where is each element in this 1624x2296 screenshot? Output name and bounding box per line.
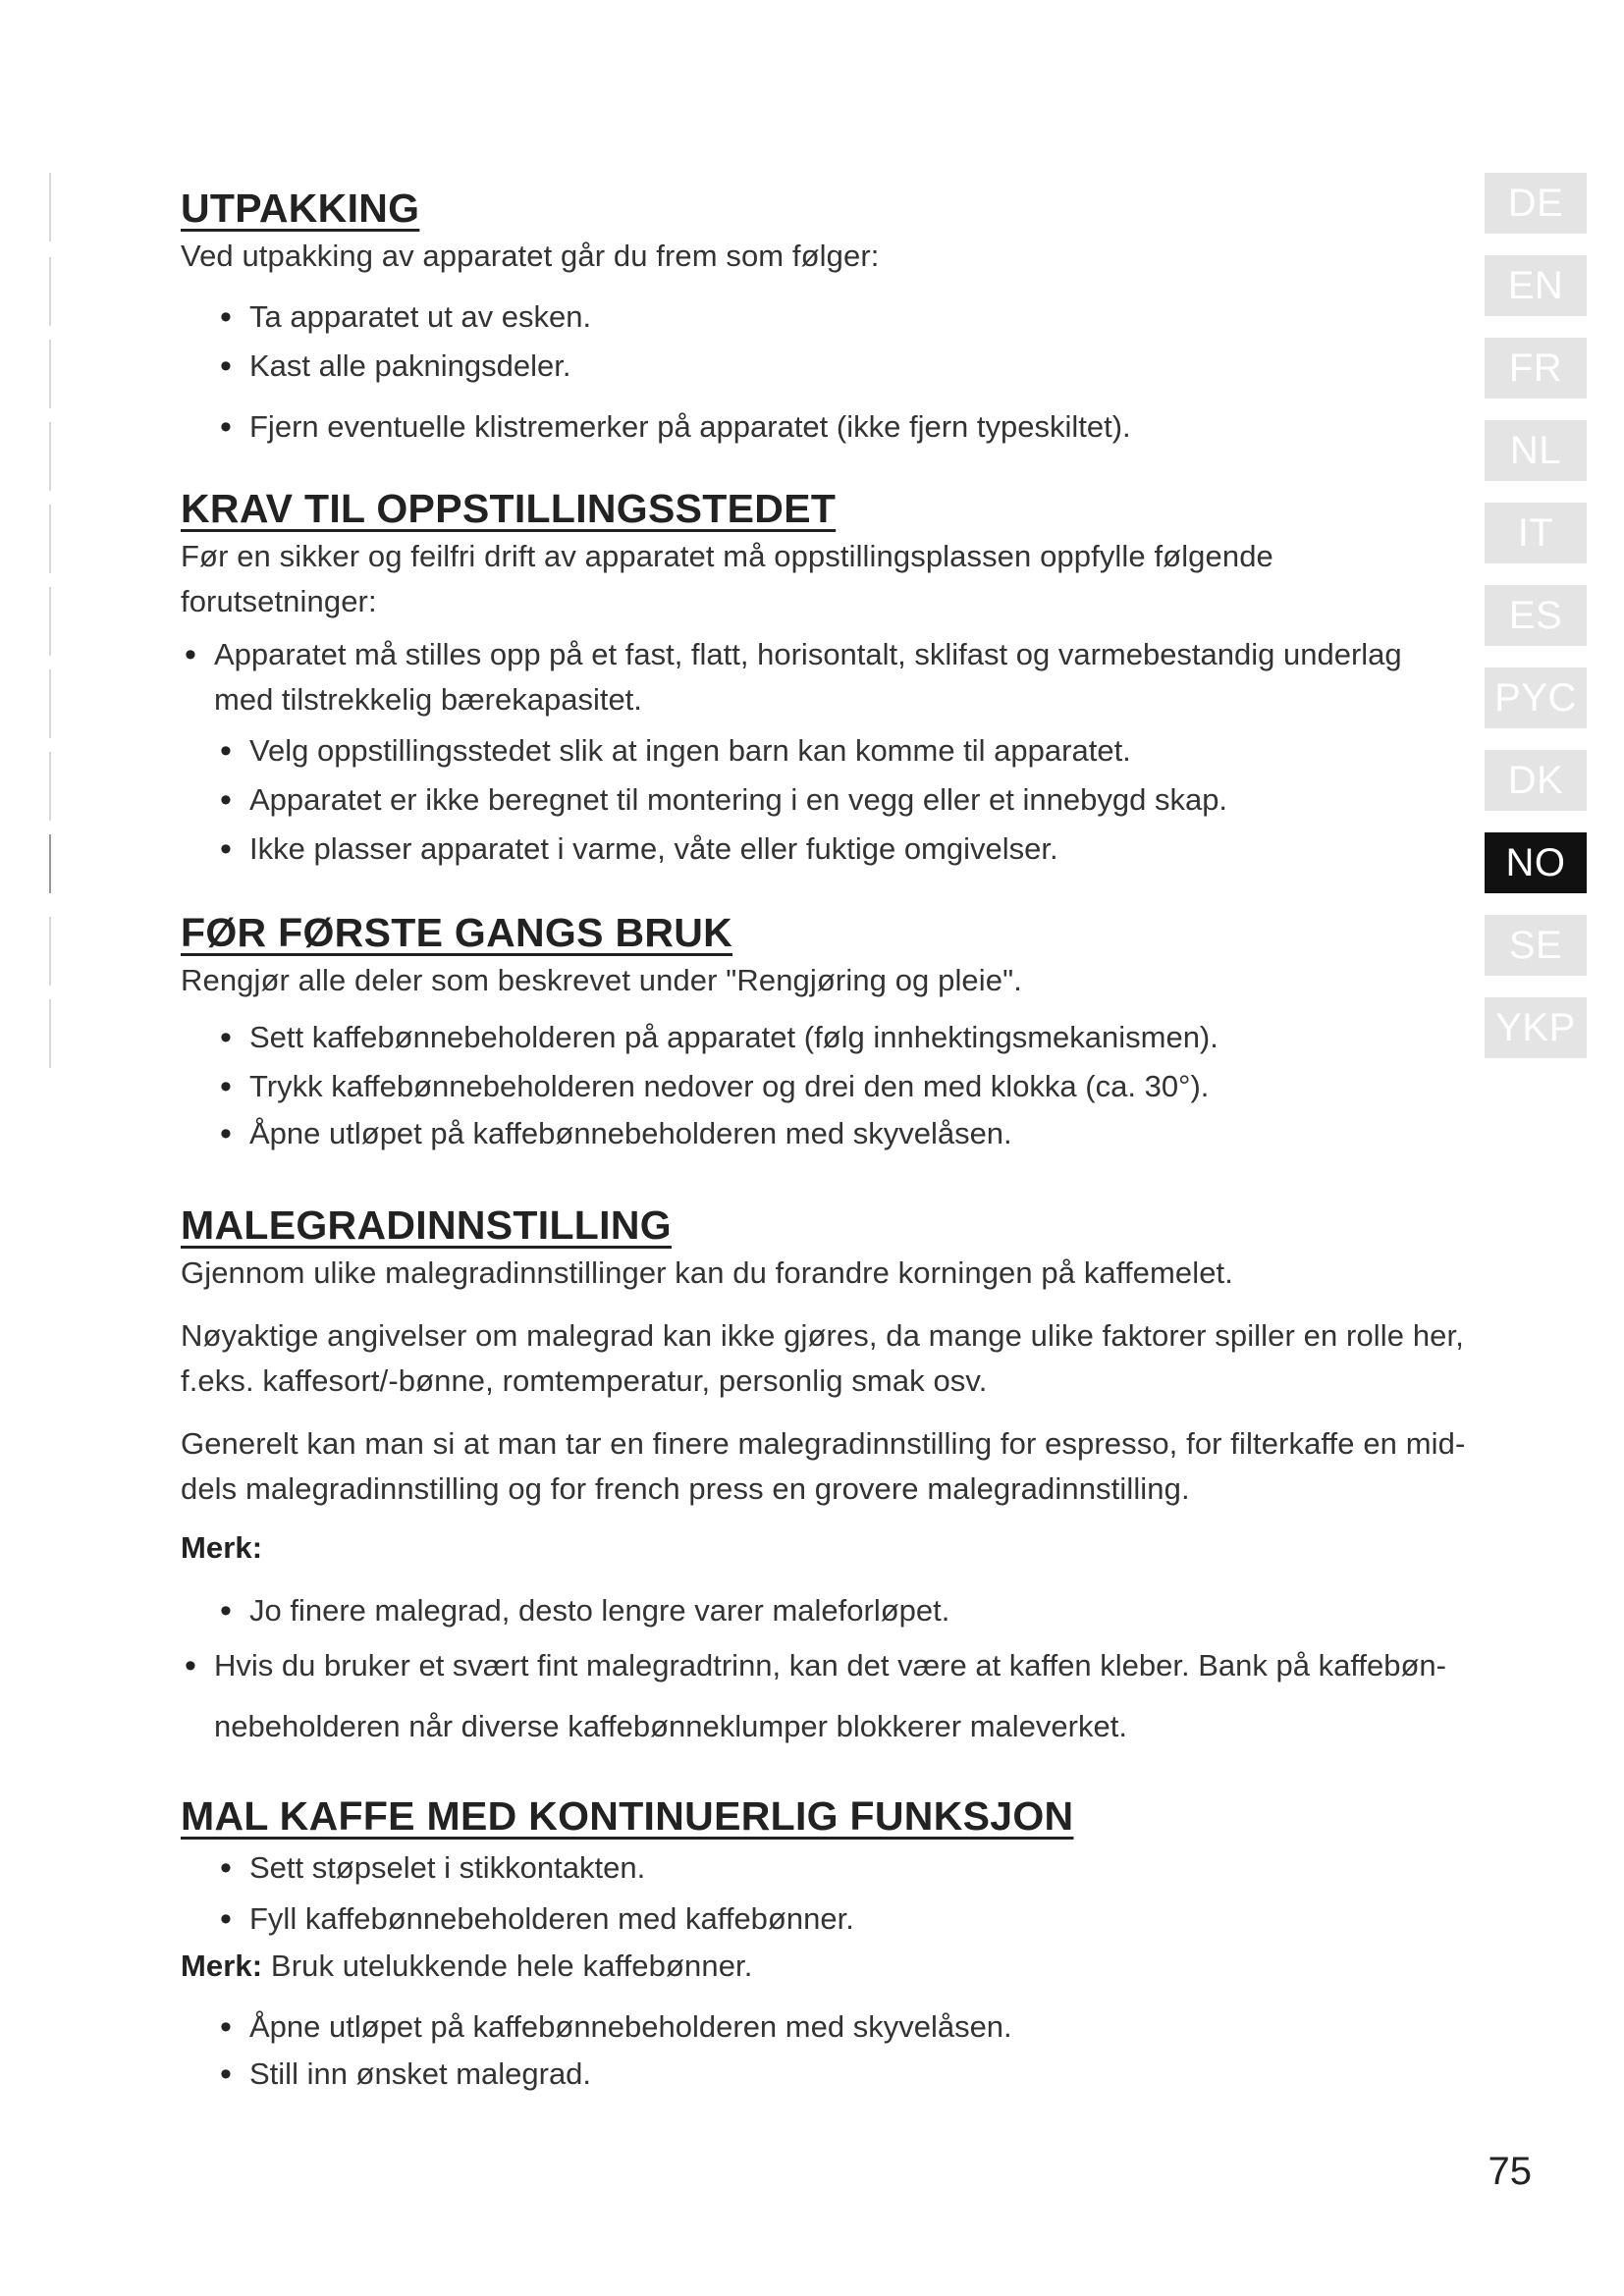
bullet-list <box>216 1015 1477 1156</box>
list-item: • Sett støpselet i stikkontakten. <box>216 1845 1477 1891</box>
list-item: • Apparatet er ikke beregnet til montering i en vegg eller et innebygd skap. <box>216 777 1477 823</box>
note-label: Merk: <box>181 1949 263 1983</box>
list-item: • Fyll kaffebønnebeholderen med kaffebønner. <box>216 1896 1477 1942</box>
margin-rule <box>49 999 51 1068</box>
section-heading: UTPAKKING <box>181 186 420 231</box>
language-tab-it[interactable]: IT <box>1485 503 1587 563</box>
margin-rule <box>49 422 51 491</box>
margin-rule <box>49 340 51 408</box>
margin-rule <box>49 257 51 326</box>
section-intro: Rengjør alle deler som beskrevet under "Rengjøring og pleie". <box>181 963 1022 997</box>
bullet-list <box>216 294 1477 450</box>
paragraph: Gjennom ulike malegradinnstillinger kan du forandre korningen på kaffemelet. <box>181 1255 1233 1290</box>
note-label: Merk: <box>181 1530 263 1565</box>
margin-rule-active <box>49 834 51 893</box>
margin-rule <box>49 752 51 821</box>
language-tab-ua[interactable]: YKP <box>1485 997 1587 1058</box>
language-tab-en[interactable]: EN <box>1485 255 1587 316</box>
list-item: • Ta apparatet ut av esken. <box>216 294 1477 340</box>
note <box>181 1944 1477 1989</box>
language-tab-ru[interactable]: PYC <box>1485 667 1587 728</box>
margin-rule <box>49 917 51 986</box>
section-heading: KRAV TIL OPPSTILLINGSSTEDET <box>181 486 837 531</box>
section-intro: Ved utpakking av apparatet går du frem som følger: <box>181 239 880 273</box>
bullet-list <box>216 2004 1477 2097</box>
language-tab-no[interactable]: NO <box>1485 832 1587 893</box>
margin-rule <box>49 505 51 573</box>
paragraph: Nøyaktige angivelser om malegrad kan ikke gjøres, da mange ulike faktorer spiller en rolle her, f.eks. kaffesort/-bønne, romtemperatur, personlig smak osv. <box>181 1318 1464 1398</box>
list-item: • Still inn ønsket malegrad. <box>216 2052 1477 2097</box>
margin-rule <box>49 173 51 241</box>
note-text: Bruk utelukkende hele kaffebønner. <box>262 1949 753 1983</box>
language-tab-fr[interactable]: FR <box>1485 338 1587 399</box>
bullet-list <box>216 1588 1477 1633</box>
list-item: • Åpne utløpet på kaffebønnebeholderen med skyvelåsen. <box>216 1111 1477 1156</box>
list-item: • Trykk kaffebønnebeholderen nedover og drei den med klokka (ca. 30°). <box>216 1064 1477 1109</box>
list-item: • Åpne utløpet på kaffebønnebeholderen med skyvelåsen. <box>216 2004 1477 2050</box>
section-grind-setting <box>181 1200 1477 1757</box>
paragraph: Generelt kan man si at man tar en finere malegradinnstilling for espresso, for filterkaffe en mid-dels malegradinnstilling og for french press en grovere malegradinnstilling. <box>181 1426 1466 1506</box>
page-number: 75 <box>1488 2150 1532 2193</box>
language-tab-dk[interactable]: DK <box>1485 750 1587 811</box>
language-tab-nl[interactable]: NL <box>1485 420 1587 481</box>
language-tab-es[interactable]: ES <box>1485 585 1587 646</box>
bullet-list <box>216 1845 1477 1942</box>
section-heading: MALEGRADINNSTILLING <box>181 1202 672 1248</box>
margin-rule <box>49 669 51 738</box>
section-heading: MAL KAFFE MED KONTINUERLIG FUNKSJON <box>181 1793 1074 1839</box>
section-continuous-grinding <box>181 1790 1477 2097</box>
list-item: • Hvis du bruker et svært fint malegradtrinn, kan det være at kaffen kleber. Bank på kaffebøn-nebeholderen når diverse kaffebønneklumper blokkerer maleverket. <box>181 1635 1477 1757</box>
list-item: • Fjern eventuelle klistremerker på apparatet (ikke fjern typeskiltet). <box>216 404 1477 450</box>
margin-rule <box>49 587 51 656</box>
section-heading: FØR FØRSTE GANGS BRUK <box>181 910 733 955</box>
bullet-list <box>216 728 1477 872</box>
language-tab-se[interactable]: SE <box>1485 915 1587 976</box>
main-content <box>181 183 1477 2097</box>
language-tab-de[interactable]: DE <box>1485 173 1587 234</box>
list-item: • Sett kaffebønnebeholderen på apparatet (følg innhektingsmekanismen). <box>216 1015 1477 1060</box>
list-item: • Kast alle pakningsdeler. <box>216 344 1477 389</box>
list-item: • Velg oppstillingsstedet slik at ingen barn kan komme til apparatet. <box>216 728 1477 774</box>
section-intro: Før en sikker og feilfri drift av apparatet må oppstillingsplassen oppfylle følgende forutsetninger: <box>181 539 1273 618</box>
list-item: • Ikke plasser apparatet i varme, våte eller fuktige omgivelser. <box>216 827 1477 872</box>
bullet-list <box>181 1635 1477 1757</box>
section-first-use <box>181 907 1477 1156</box>
language-tabs <box>1485 173 1587 1080</box>
bullet-list <box>181 632 1477 722</box>
list-item: • Apparatet må stilles opp på et fast, flatt, horisontalt, sklifast og varmebestandig underlag med tilstrekkelig bærekapasitet. <box>181 632 1477 722</box>
section-location-requirements <box>181 483 1477 872</box>
section-unpacking <box>181 183 1477 450</box>
list-item: • Jo finere malegrad, desto lengre varer maleforløpet. <box>216 1588 1477 1633</box>
